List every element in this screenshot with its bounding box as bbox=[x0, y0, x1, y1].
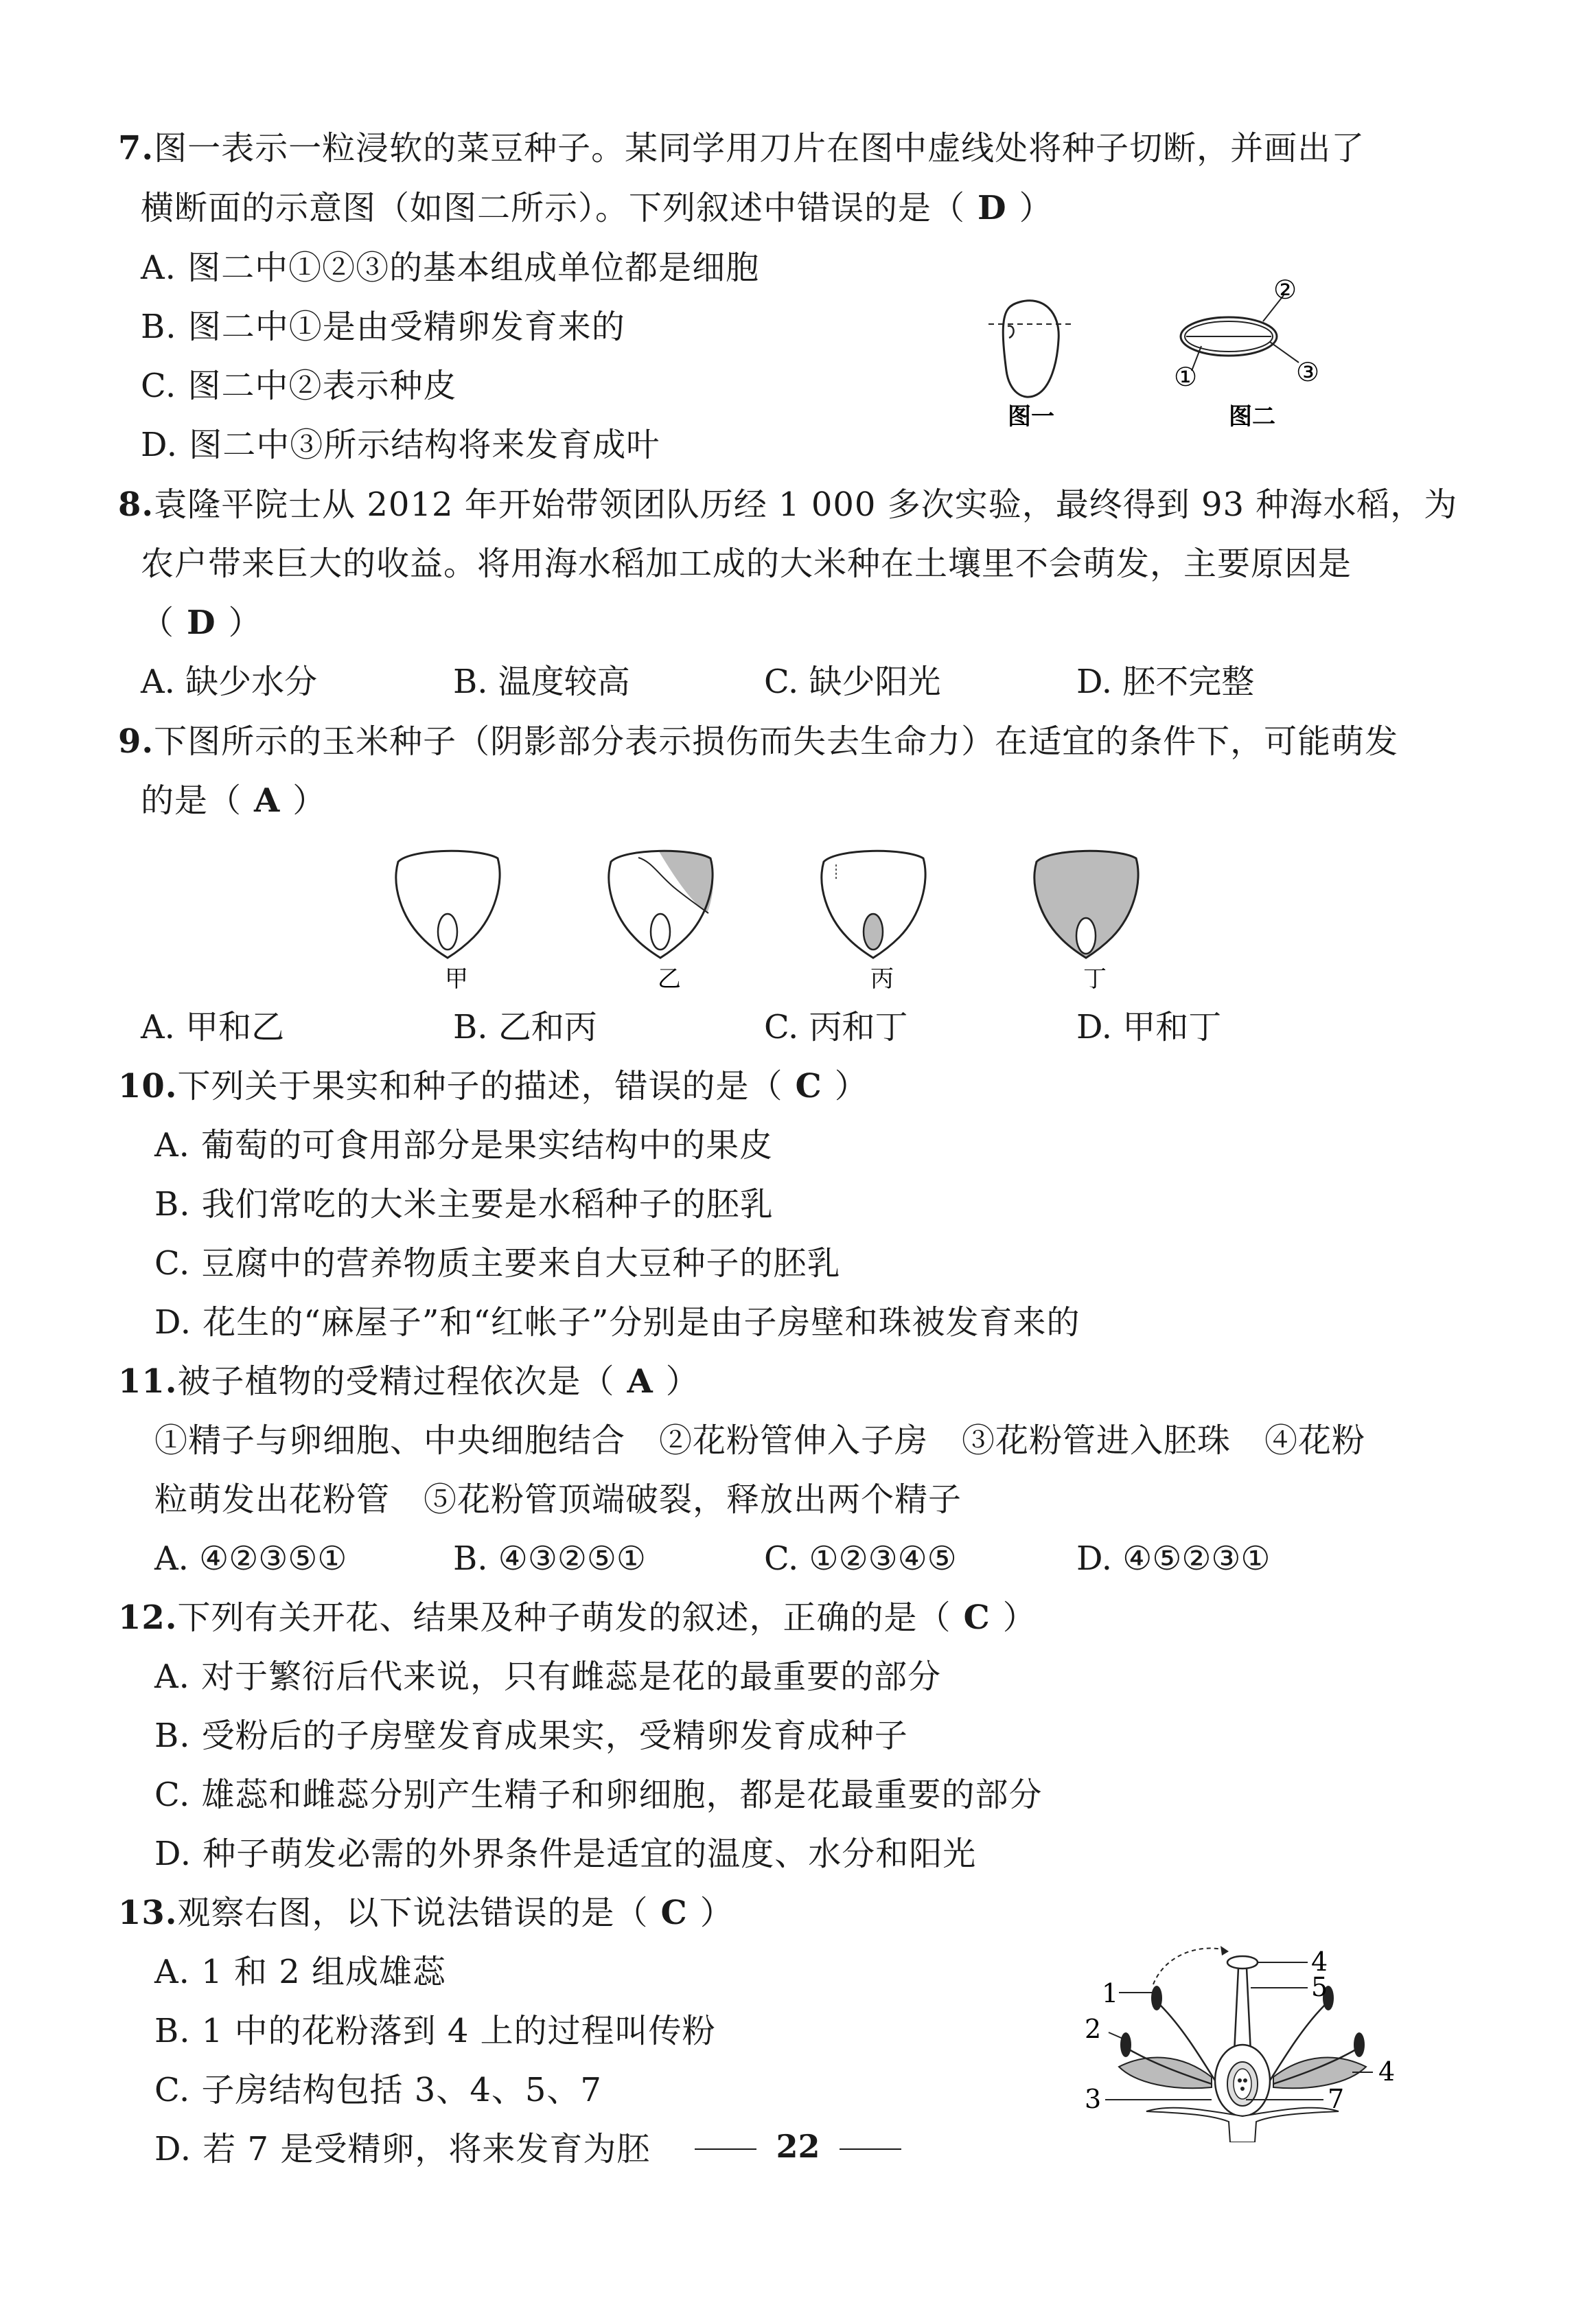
q7-option-b: B. 图二中①是由受精卵发育来的 bbox=[141, 308, 625, 346]
q13-option-d: D. 若 7 是受精卵，将来发育为胚 bbox=[154, 2130, 651, 2168]
corn-seed-ding bbox=[1034, 851, 1138, 958]
anther-right-2 bbox=[1354, 2032, 1365, 2057]
q9-line1: 9.下图所示的玉米种子（阴影部分表示损伤而失去生命力）在适宜的条件下，可能萌发 bbox=[118, 722, 1399, 761]
q7-option-a: A. 图二中①②③的基本组成单位都是细胞 bbox=[141, 249, 760, 287]
q13-option-b: B. 1 中的花粉落到 4 上的过程叫传粉 bbox=[154, 2012, 716, 2050]
flower-figure bbox=[1071, 1936, 1414, 2142]
page-number: 22 bbox=[0, 2126, 1596, 2167]
stigma bbox=[1227, 1956, 1258, 1969]
flower-mark-3: 3 bbox=[1085, 2084, 1102, 2114]
fig2-mark-1: ① bbox=[1174, 362, 1198, 392]
pollination-arrow bbox=[1153, 1948, 1229, 1984]
flower-mark-1: 1 bbox=[1102, 1978, 1119, 2008]
q9-answer: A bbox=[254, 781, 281, 820]
q8-option-b: B. 温度较高 bbox=[453, 663, 630, 701]
q11-answer: A bbox=[627, 1362, 654, 1401]
q9-option-c: C. 丙和丁 bbox=[764, 1008, 908, 1046]
q12-option-d: D. 种子萌发必需的外界条件是适宜的温度、水分和阳光 bbox=[154, 1835, 977, 1873]
petal-left bbox=[1119, 2057, 1212, 2088]
q11-line1: 11.被子植物的受精过程依次是（ A ） bbox=[118, 1362, 699, 1401]
q7-line1 bbox=[118, 128, 1365, 169]
q10-option-c: C. 豆腐中的营养物质主要来自大豆种子的胚乳 bbox=[154, 1244, 841, 1283]
q13-option-c: C. 子房结构包括 3、4、5、7 bbox=[154, 2071, 602, 2109]
q11-option-b: B. ④③②⑤① bbox=[453, 1539, 646, 1578]
flower-mark-2: 2 bbox=[1085, 2014, 1102, 2044]
flower-mark-4-stigma: 4 bbox=[1311, 1947, 1328, 1977]
q11-line3: 粒萌发出花粉管 ⑤花粉管顶端破裂，释放出两个精子 bbox=[154, 1480, 962, 1519]
q10-line1: 10.下列关于果实和种子的描述，错误的是（ C ） bbox=[118, 1067, 868, 1105]
fig2-mark-3: ③ bbox=[1296, 357, 1320, 387]
q12-option-b: B. 受粉后的子房壁发育成果实，受精卵发育成种子 bbox=[154, 1717, 908, 1755]
q8-line3: （ D ） bbox=[141, 604, 262, 642]
q10-option-a: A. 葡萄的可食用部分是果实结构中的果皮 bbox=[154, 1126, 774, 1165]
corn-seeds-figure bbox=[384, 841, 1181, 992]
q8-number: 8. bbox=[118, 485, 154, 524]
q10-option-d: D. 花生的“麻屋子”和“红帐子”分别是由子房壁和珠被发育来的 bbox=[154, 1303, 1080, 1342]
q11-option-d: D. ④⑤②③① bbox=[1076, 1539, 1271, 1578]
anther-left-1 bbox=[1151, 1986, 1162, 2010]
q10-answer: C bbox=[795, 1067, 822, 1105]
leader-3 bbox=[1270, 342, 1299, 363]
q8-line2: 农户带来巨大的收益。将用海水稻加工成的大米种在土壤里不会萌发，主要原因是 bbox=[141, 544, 1352, 583]
q12-number: 12. bbox=[118, 1598, 178, 1637]
corn-seed-bing bbox=[822, 851, 925, 958]
q7-answer: D bbox=[978, 189, 1007, 227]
q13-answer: C bbox=[660, 1894, 688, 1932]
seed-label-jia: 甲 bbox=[445, 965, 468, 992]
q8-option-d: D. 胚不完整 bbox=[1076, 663, 1255, 701]
q12-option-c: C. 雄蕊和雌蕊分别产生精子和卵细胞，都是花最重要的部分 bbox=[154, 1776, 1043, 1814]
q11-line2: ①精子与卵细胞、中央细胞结合 ②花粉管伸入子房 ③花粉管进入胚珠 ④花粉 bbox=[154, 1421, 1366, 1460]
q10-option-b: B. 我们常吃的大米主要是水稻种子的胚乳 bbox=[154, 1185, 774, 1224]
q10-number: 10. bbox=[118, 1067, 178, 1105]
fig2-label: 图二 bbox=[1229, 403, 1275, 431]
q13-option-a: A. 1 和 2 组成雄蕊 bbox=[154, 1953, 447, 1991]
flower-mark-4-petal: 4 bbox=[1378, 2056, 1396, 2087]
q7-option-d: D. 图二中③所示结构将来发育成叶 bbox=[141, 426, 660, 464]
q9-line2: 的是（ A ） bbox=[141, 781, 327, 820]
q7-stem-1: 图一表示一粒浸软的菜豆种子。某同学用刀片在图中虚线处将种子切断，并画出了 bbox=[154, 129, 1365, 168]
flower-mark-5: 5 bbox=[1311, 1972, 1328, 2002]
q8-line1: 8.袁隆平院士从 2012 年开始带领团队历经 1 000 多次实验，最终得到 93 种海水稻，为 bbox=[118, 485, 1458, 524]
q9-option-b: B. 乙和丙 bbox=[453, 1008, 597, 1046]
q9-option-a: A. 甲和乙 bbox=[141, 1008, 285, 1046]
bean-hilum bbox=[1008, 326, 1014, 338]
q11-number: 11. bbox=[118, 1362, 178, 1401]
q13-number: 13. bbox=[118, 1894, 178, 1932]
q9-number: 9. bbox=[118, 722, 154, 761]
q9-option-d: D. 甲和丁 bbox=[1076, 1008, 1222, 1046]
seed-label-bing: 丙 bbox=[870, 965, 894, 992]
q8-option-c: C. 缺少阳光 bbox=[764, 663, 941, 701]
seed-label-yi: 乙 bbox=[658, 965, 681, 992]
q11-option-a: A. ④②③⑤① bbox=[154, 1539, 347, 1578]
q12-answer: C bbox=[963, 1598, 991, 1637]
q12-line1: 12.下列有关开花、结果及种子萌发的叙述，正确的是（ C ） bbox=[118, 1598, 1037, 1637]
q13-line1: 13.观察右图，以下说法错误的是（ C ） bbox=[118, 1894, 734, 1932]
bean-seed-figure bbox=[968, 275, 1380, 439]
q7-option-c: C. 图二中②表示种皮 bbox=[141, 367, 457, 405]
bean-seed-outline bbox=[1003, 301, 1059, 397]
q8-answer: D bbox=[187, 604, 216, 642]
fig2-mark-2: ② bbox=[1273, 275, 1297, 305]
style bbox=[1234, 1968, 1251, 2053]
anther-left-2 bbox=[1120, 2032, 1131, 2057]
petal-right bbox=[1273, 2057, 1366, 2088]
flower-mark-7: 7 bbox=[1328, 2084, 1345, 2114]
corn-seed-jia bbox=[396, 851, 500, 958]
q8-option-a: A. 缺少水分 bbox=[141, 663, 318, 701]
seed-label-ding: 丁 bbox=[1083, 965, 1107, 992]
q11-option-c: C. ①②③④⑤ bbox=[764, 1539, 957, 1578]
q12-option-a: A. 对于繁衍后代来说，只有雌蕊是花的最重要的部分 bbox=[154, 1658, 942, 1696]
fig1-label: 图一 bbox=[1008, 403, 1054, 431]
q7-line2: 横断面的示意图（如图二所示）。下列叙述中错误的是（ D ） bbox=[141, 189, 1053, 227]
corn-seed-yi bbox=[609, 851, 713, 958]
q7-number: 7. bbox=[118, 129, 154, 168]
